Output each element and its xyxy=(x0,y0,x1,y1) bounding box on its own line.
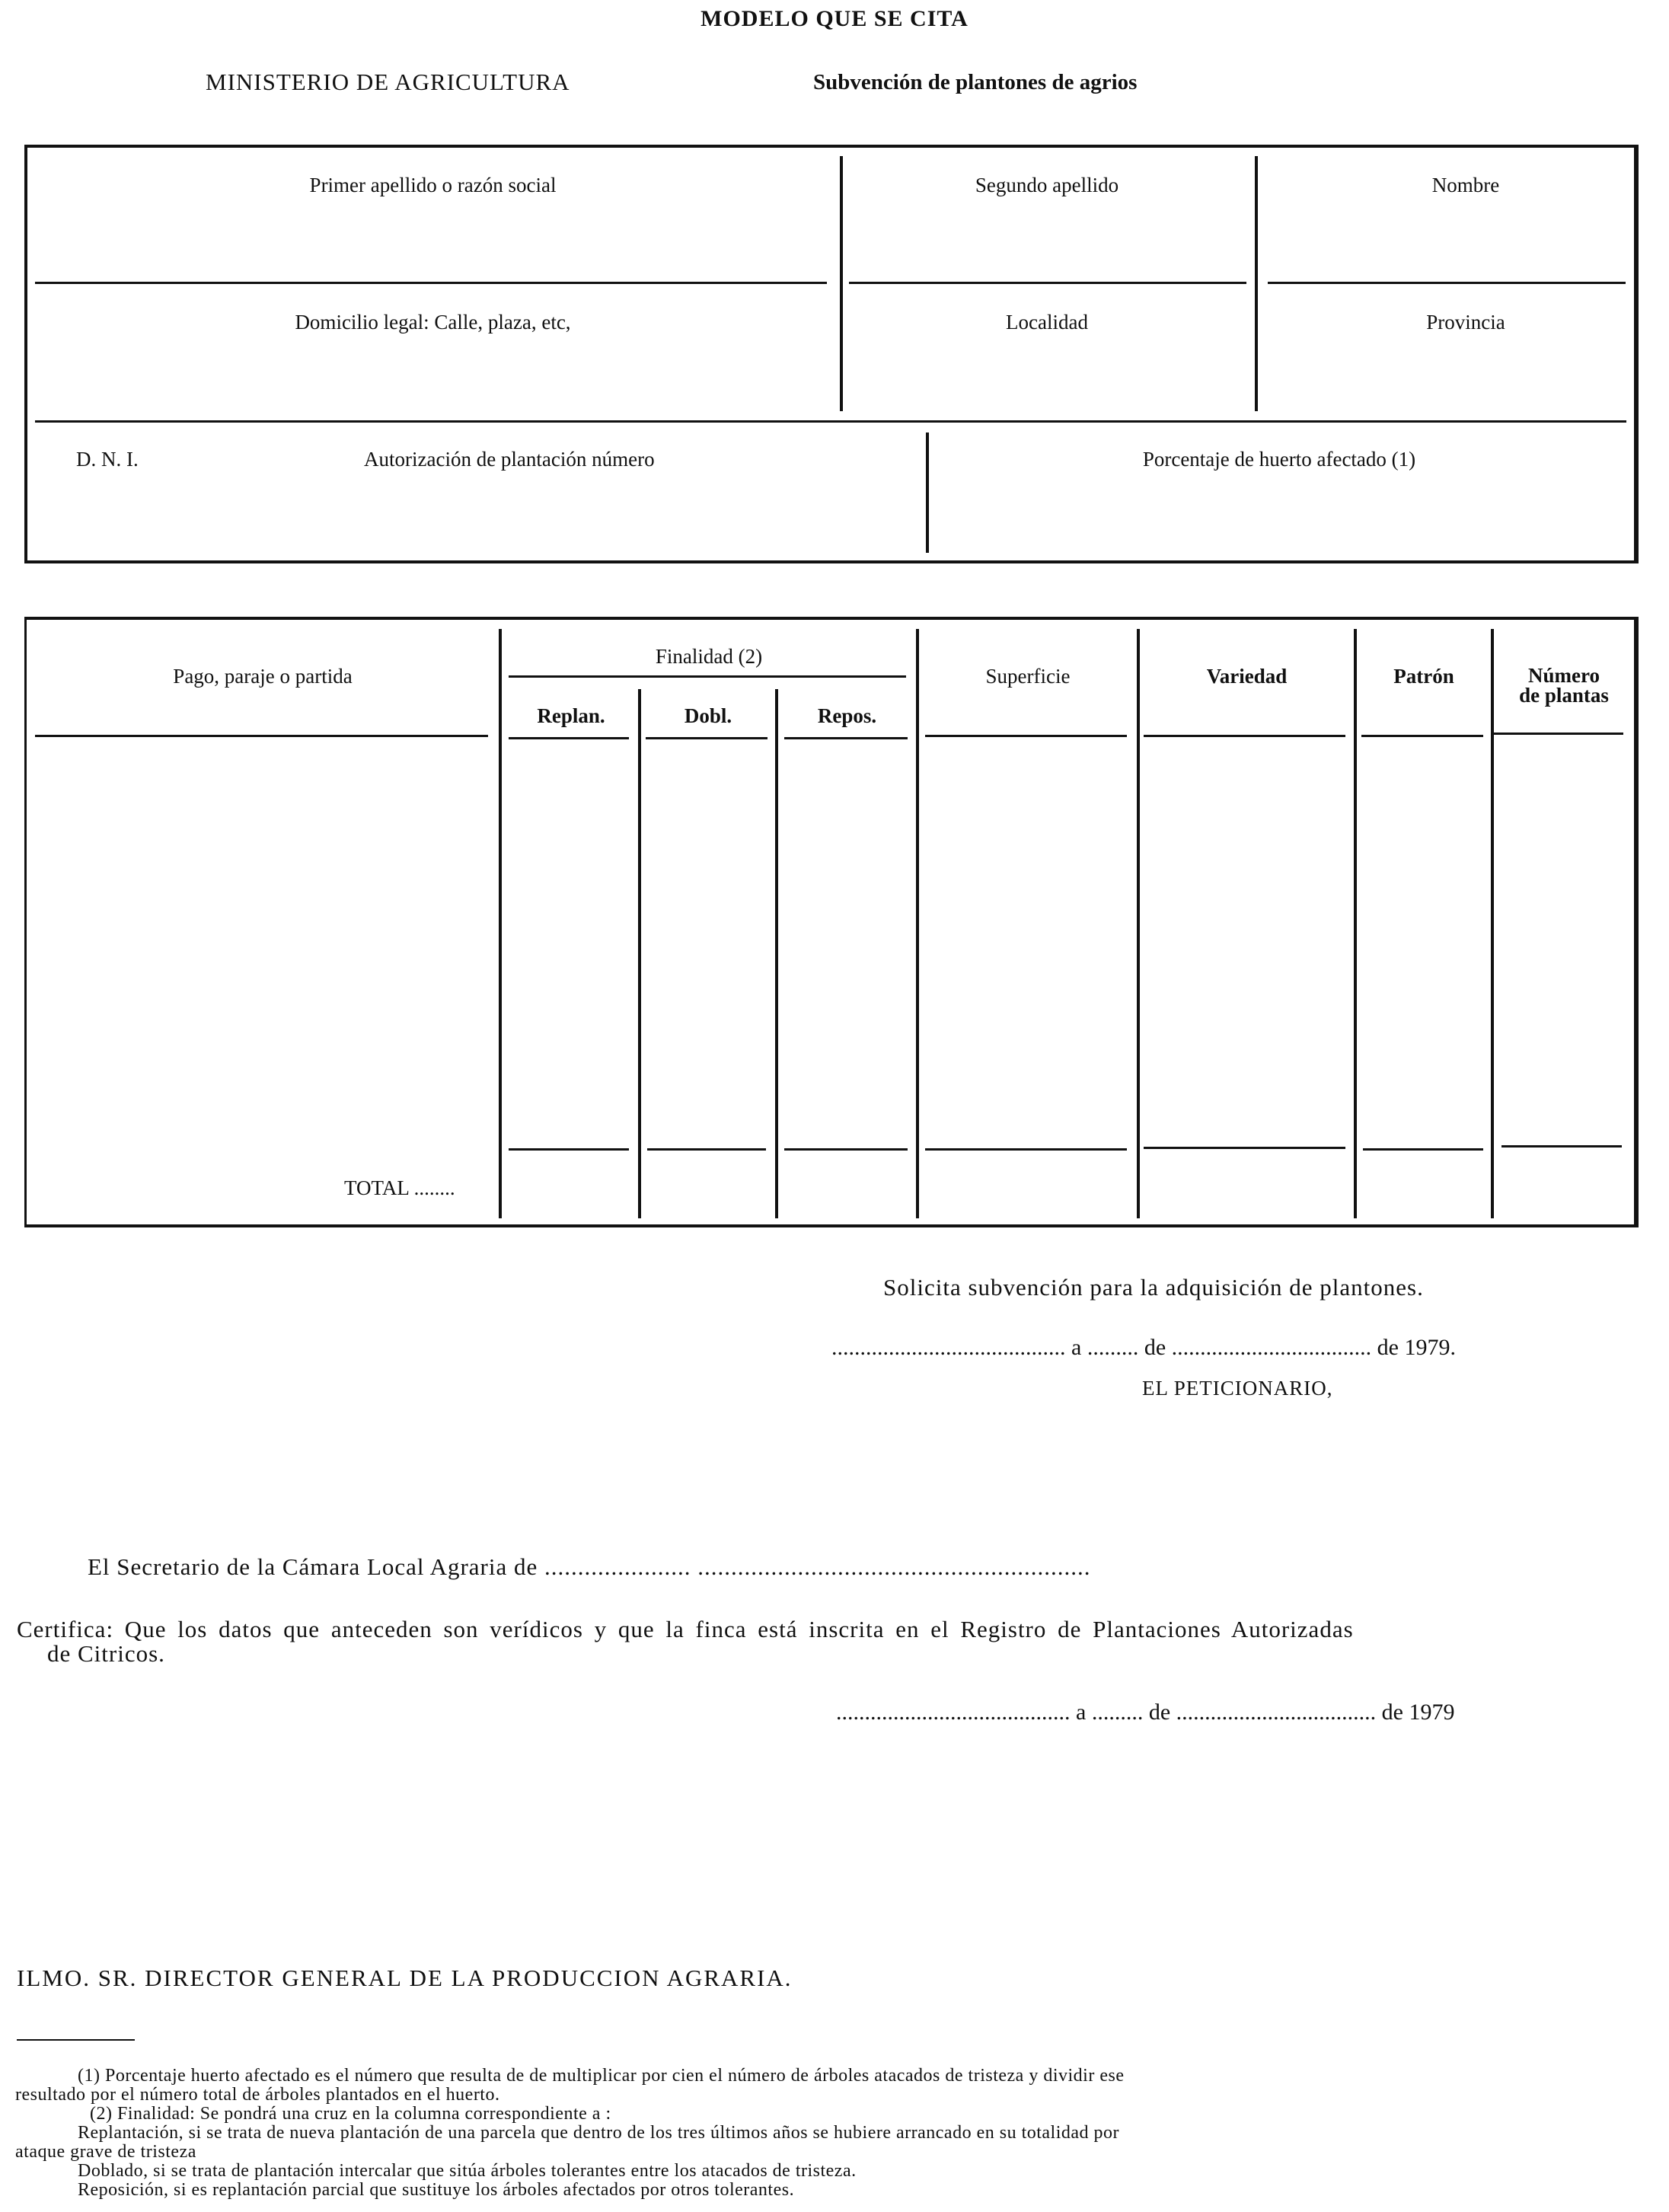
header-line-dobl xyxy=(646,737,767,739)
col-divider-patron xyxy=(1491,629,1494,1218)
total-line-superficie xyxy=(925,1148,1127,1151)
primer-apellido-field[interactable] xyxy=(35,282,827,284)
col-divider-superficie xyxy=(1137,629,1140,1218)
footnote-2-line2: Replantación, si se trata de nueva plantación de una parcela que dentro de los tres últimos años se hubiere arrancado en su totalidad por xyxy=(78,2123,1120,2143)
applicant-row3-divider xyxy=(926,433,929,553)
total-line-replan xyxy=(509,1148,629,1151)
footnote-separator xyxy=(17,2039,135,2041)
replan-entry-cell[interactable] xyxy=(506,742,634,1142)
plantation-table-right-edge xyxy=(1634,618,1639,1227)
dobl-header: Dobl. xyxy=(684,704,732,727)
header-line-pago xyxy=(35,735,488,737)
request-place-date[interactable]: ......................................... a ......... de ................................... de 1979. xyxy=(831,1335,1456,1360)
total-line-dobl xyxy=(647,1148,766,1151)
replan-header: Replan. xyxy=(537,704,605,727)
total-line-variedad xyxy=(1144,1147,1345,1149)
col-divider-variedad xyxy=(1354,629,1357,1218)
porcentaje-label: Porcentaje de huerto afectado (1) xyxy=(1142,448,1416,471)
variedad-header: Variedad xyxy=(1206,665,1288,688)
total-line-patron xyxy=(1363,1148,1483,1151)
dni-field[interactable] xyxy=(38,480,343,548)
total-label: TOTAL ........ xyxy=(344,1176,455,1199)
col-divider-dobl xyxy=(775,689,778,1218)
finalidad-underline xyxy=(509,675,906,678)
pago-entry-cell[interactable] xyxy=(35,742,492,1142)
applicant-box-right-edge xyxy=(1634,148,1639,563)
header-line-patron xyxy=(1361,735,1483,737)
total-line-repos xyxy=(784,1148,908,1151)
solicita-text: Solicita subvención para la adquisición de plantones. xyxy=(883,1274,1424,1301)
total-line-numero xyxy=(1501,1145,1622,1147)
header-line-replan xyxy=(509,737,629,739)
header-line-repos xyxy=(784,737,908,739)
numero-entry-cell[interactable] xyxy=(1496,742,1629,1142)
footnote-1-line2: resultado por el número total de árboles plantados en el huerto. xyxy=(15,2085,500,2105)
autorizacion-label: Autorización de plantación número xyxy=(364,448,655,471)
secretario-line[interactable]: El Secretario de la Cámara Local Agraria de ...................... ........................................................... xyxy=(88,1553,1091,1580)
nombre-label: Nombre xyxy=(1431,174,1500,196)
segundo-apellido-label: Segundo apellido xyxy=(975,174,1119,196)
patron-header: Patrón xyxy=(1393,665,1454,688)
numero-header-line2: de plantas xyxy=(1519,684,1609,707)
certification-place-date[interactable]: ......................................... a ......... de ................................... de 1979 xyxy=(836,1700,1455,1725)
applicant-col-divider-1 xyxy=(840,156,843,411)
form-title: MODELO QUE SE CITA xyxy=(700,6,969,31)
superficie-header: Superficie xyxy=(985,665,1071,688)
footnote-2-line4: Doblado, si se trata de plantación intercalar que sitúa árboles tolerantes entre los atacados de tristeza. xyxy=(78,2161,857,2181)
segundo-apellido-field[interactable] xyxy=(849,282,1246,284)
numero-plantas-header xyxy=(1494,666,1634,705)
certifica-line2: de Citricos. xyxy=(47,1640,165,1667)
footnotes xyxy=(15,2067,1660,2200)
provincia-label: Provincia xyxy=(1426,311,1505,334)
primer-apellido-label: Primer apellido o razón social xyxy=(309,174,557,196)
autorizacion-field[interactable] xyxy=(350,480,914,548)
peticionario-label: EL PETICIONARIO, xyxy=(1142,1377,1333,1400)
ministry-name: MINISTERIO DE AGRICULTURA xyxy=(206,69,570,95)
applicant-row-separator xyxy=(35,420,1626,423)
patron-entry-cell[interactable] xyxy=(1359,742,1487,1142)
dni-label: D. N. I. xyxy=(76,448,139,471)
superficie-entry-cell[interactable] xyxy=(923,742,1132,1142)
nombre-field[interactable] xyxy=(1268,282,1626,284)
footnote-2-line1: (2) Finalidad: Se pondrá una cruz en la columna correspondiente a : xyxy=(90,2104,611,2124)
pago-header: Pago, paraje o partida xyxy=(173,665,353,688)
porcentaje-field[interactable] xyxy=(937,480,1622,548)
repos-header: Repos. xyxy=(817,704,877,727)
applicant-col-divider-2 xyxy=(1255,156,1258,411)
localidad-label: Localidad xyxy=(1006,311,1088,334)
footnote-2-line5: Reposición, si es replantación parcial que sustituye los árboles afectados por otros tolerantes. xyxy=(78,2180,795,2200)
col-divider-replan xyxy=(638,689,641,1218)
addressee: ILMO. SR. DIRECTOR GENERAL DE LA PRODUCCION AGRARIA. xyxy=(17,1965,793,1991)
col-divider-pago xyxy=(499,629,502,1218)
header-line-variedad xyxy=(1144,735,1345,737)
dobl-entry-cell[interactable] xyxy=(644,742,772,1142)
form-subject: Subvención de plantones de agrios xyxy=(813,70,1138,94)
footnote-1-line1: (1) Porcentaje huerto afectado es el número que resulta de de multiplicar por cien el número de árboles atacados de tristeza y dividir ese xyxy=(78,2066,1125,2086)
repos-entry-cell[interactable] xyxy=(781,742,912,1142)
numero-header-line1: Número xyxy=(1528,664,1600,687)
header-line-superficie xyxy=(925,735,1127,737)
variedad-entry-cell[interactable] xyxy=(1142,742,1349,1142)
header-line-numero xyxy=(1494,733,1623,735)
finalidad-header: Finalidad (2) xyxy=(655,645,763,668)
col-divider-finalidad xyxy=(916,629,919,1218)
footnote-2-line3: ataque grave de tristeza xyxy=(15,2142,196,2162)
domicilio-label: Domicilio legal: Calle, plaza, etc, xyxy=(295,311,571,334)
certifica-line1: Certifica: Que los datos que anteceden son verídicos y que la finca está inscrita en el Registro de Plantaciones Autorizadas xyxy=(17,1616,1354,1642)
